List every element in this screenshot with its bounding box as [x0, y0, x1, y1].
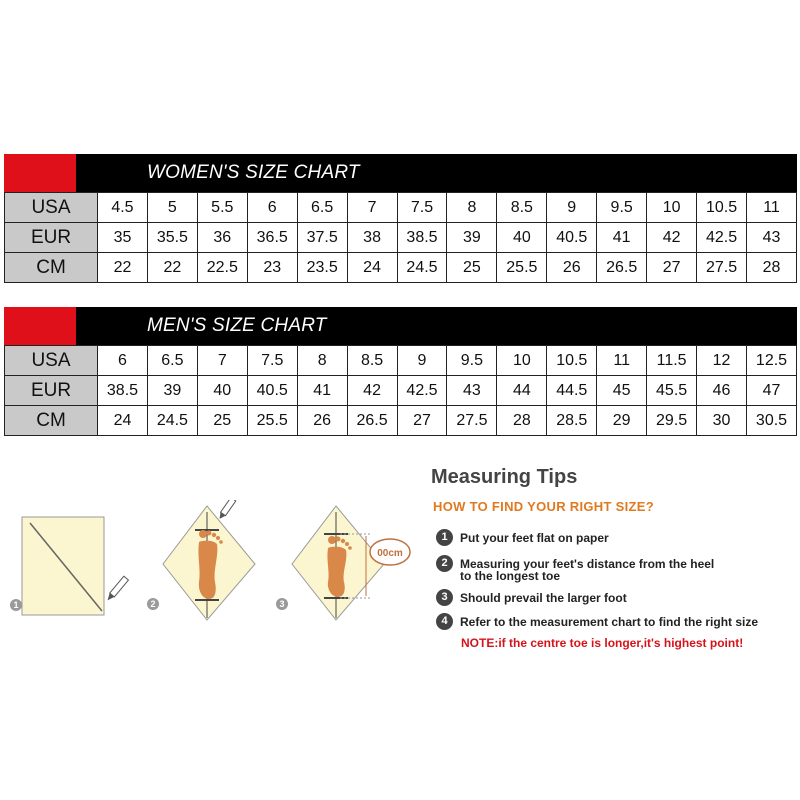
- size-cell: 4.5: [98, 193, 148, 223]
- size-cell: 25.5: [497, 253, 547, 283]
- size-cell: 26.5: [347, 406, 397, 436]
- size-cell: 8: [297, 346, 347, 376]
- size-cell: 12.5: [746, 346, 796, 376]
- size-cell: 24: [98, 406, 148, 436]
- size-cell: 26.5: [597, 253, 647, 283]
- size-cell: 40: [197, 376, 247, 406]
- size-cell: 26: [547, 253, 597, 283]
- measuring-tips-title: Measuring Tips: [431, 466, 578, 488]
- size-cell: 43: [746, 223, 796, 253]
- size-cell: 27: [647, 253, 697, 283]
- size-cell: 26: [297, 406, 347, 436]
- size-row-cm: [5, 406, 797, 436]
- size-cell: 7.5: [397, 193, 447, 223]
- size-cell: 22: [147, 253, 197, 283]
- size-cell: 8.5: [347, 346, 397, 376]
- size-cell: 22.5: [197, 253, 247, 283]
- foot-length-illustration: [272, 500, 420, 625]
- size-cell: 40.5: [547, 223, 597, 253]
- step-badge: 2: [436, 555, 453, 572]
- step-text: Put your feet flat on paper: [460, 531, 609, 545]
- size-cell: 9.5: [597, 193, 647, 223]
- size-cell: 41: [597, 223, 647, 253]
- size-cell: 27.5: [447, 406, 497, 436]
- size-row-usa: [5, 346, 797, 376]
- size-cell: 5.5: [197, 193, 247, 223]
- size-cell: 39: [147, 376, 197, 406]
- size-cell: 35: [98, 223, 148, 253]
- size-cell: 10.5: [697, 193, 747, 223]
- size-cell: 28.5: [547, 406, 597, 436]
- size-cell: 22: [98, 253, 148, 283]
- size-cell: 38.5: [98, 376, 148, 406]
- size-cell: 46: [697, 376, 747, 406]
- size-cell: 7: [347, 193, 397, 223]
- step-text: Measuring your feet's distance from the heel: [460, 557, 715, 571]
- size-cell: 29.5: [647, 406, 697, 436]
- size-cell: 41: [297, 376, 347, 406]
- size-row-cm: [5, 253, 797, 283]
- size-cell: 10: [497, 346, 547, 376]
- size-cell: 24: [347, 253, 397, 283]
- size-cell: 9.5: [447, 346, 497, 376]
- size-cell: 27: [397, 406, 447, 436]
- size-cell: 38.5: [397, 223, 447, 253]
- size-cell: 6: [247, 193, 297, 223]
- row-label: USA: [5, 346, 98, 376]
- size-cell: 25.5: [247, 406, 297, 436]
- size-cell: 35.5: [147, 223, 197, 253]
- size-cell: 9: [397, 346, 447, 376]
- size-cell: 42.5: [697, 223, 747, 253]
- size-cell: 36: [197, 223, 247, 253]
- row-label: EUR: [5, 223, 98, 253]
- size-cell: 28: [497, 406, 547, 436]
- size-cell: 42: [647, 223, 697, 253]
- size-cell: 25: [447, 253, 497, 283]
- size-cell: 38: [347, 223, 397, 253]
- step-badge: 1: [436, 529, 453, 546]
- size-cell: 44: [497, 376, 547, 406]
- row-label: CM: [5, 406, 98, 436]
- size-cell: 23: [247, 253, 297, 283]
- size-cell: 12: [697, 346, 747, 376]
- size-cell: 44.5: [547, 376, 597, 406]
- size-cell: 11: [597, 346, 647, 376]
- size-cell: 5: [147, 193, 197, 223]
- size-cell: 47: [746, 376, 796, 406]
- foot-measure-illustration: [143, 500, 273, 625]
- header-accent: [4, 307, 76, 345]
- mens-chart-title: MEN'S SIZE CHART: [147, 315, 327, 336]
- size-cell: 27.5: [697, 253, 747, 283]
- size-cell: 45.5: [647, 376, 697, 406]
- step-number-1: 1: [10, 599, 22, 611]
- paper-pencil-illustration: [8, 515, 138, 620]
- step-text-line2: to the longest toe: [460, 569, 560, 583]
- step-text: Should prevail the larger foot: [460, 591, 627, 605]
- size-cell: 42: [347, 376, 397, 406]
- size-cell: 8.5: [497, 193, 547, 223]
- size-cell: 42.5: [397, 376, 447, 406]
- size-cell: 10.5: [547, 346, 597, 376]
- size-row-eur: [5, 376, 797, 406]
- womens-chart-title: WOMEN'S SIZE CHART: [147, 162, 360, 183]
- size-cell: 30: [697, 406, 747, 436]
- step-2-diagram: [143, 500, 273, 625]
- step-text: Refer to the measurement chart to find the right size: [460, 615, 759, 629]
- size-cell: 6.5: [297, 193, 347, 223]
- womens-chart-header: [4, 154, 797, 192]
- mens-chart-header: [4, 307, 797, 345]
- size-row-eur: [5, 223, 797, 253]
- size-cell: 11.5: [647, 346, 697, 376]
- size-cell: 24.5: [397, 253, 447, 283]
- row-label: CM: [5, 253, 98, 283]
- womens-size-chart: [4, 154, 797, 283]
- size-cell: 10: [647, 193, 697, 223]
- size-cell: 40.5: [247, 376, 297, 406]
- step-number-2: 2: [147, 598, 159, 610]
- size-cell: 36.5: [247, 223, 297, 253]
- size-cell: 28: [746, 253, 796, 283]
- row-label: EUR: [5, 376, 98, 406]
- size-cell: 6: [98, 346, 148, 376]
- size-cell: 43: [447, 376, 497, 406]
- header-accent: [4, 154, 76, 192]
- step-1-diagram: [8, 515, 138, 620]
- size-cell: 37.5: [297, 223, 347, 253]
- mens-size-table: [4, 345, 797, 436]
- size-cell: 7: [197, 346, 247, 376]
- row-label: USA: [5, 193, 98, 223]
- size-cell: 6.5: [147, 346, 197, 376]
- mens-size-chart: [4, 307, 797, 436]
- step-3-diagram: [272, 500, 420, 625]
- size-cell: 11: [746, 193, 796, 223]
- size-cell: 30.5: [746, 406, 796, 436]
- size-cell: 7.5: [247, 346, 297, 376]
- step-badge: 3: [436, 589, 453, 606]
- size-cell: 8: [447, 193, 497, 223]
- measuring-tips-subtitle: HOW TO FIND YOUR RIGHT SIZE?: [433, 499, 654, 514]
- size-cell: 40: [497, 223, 547, 253]
- size-cell: 45: [597, 376, 647, 406]
- measure-label: 00cm: [377, 548, 403, 559]
- size-cell: 29: [597, 406, 647, 436]
- size-cell: 23.5: [297, 253, 347, 283]
- womens-size-table: [4, 192, 797, 283]
- size-cell: 9: [547, 193, 597, 223]
- step-badge: 4: [436, 613, 453, 630]
- size-cell: 24.5: [147, 406, 197, 436]
- tips-note: NOTE:if the centre toe is longer,it's highest point!: [461, 636, 744, 650]
- step-number-3: 3: [276, 598, 288, 610]
- size-cell: 39: [447, 223, 497, 253]
- size-row-usa: [5, 193, 797, 223]
- size-cell: 25: [197, 406, 247, 436]
